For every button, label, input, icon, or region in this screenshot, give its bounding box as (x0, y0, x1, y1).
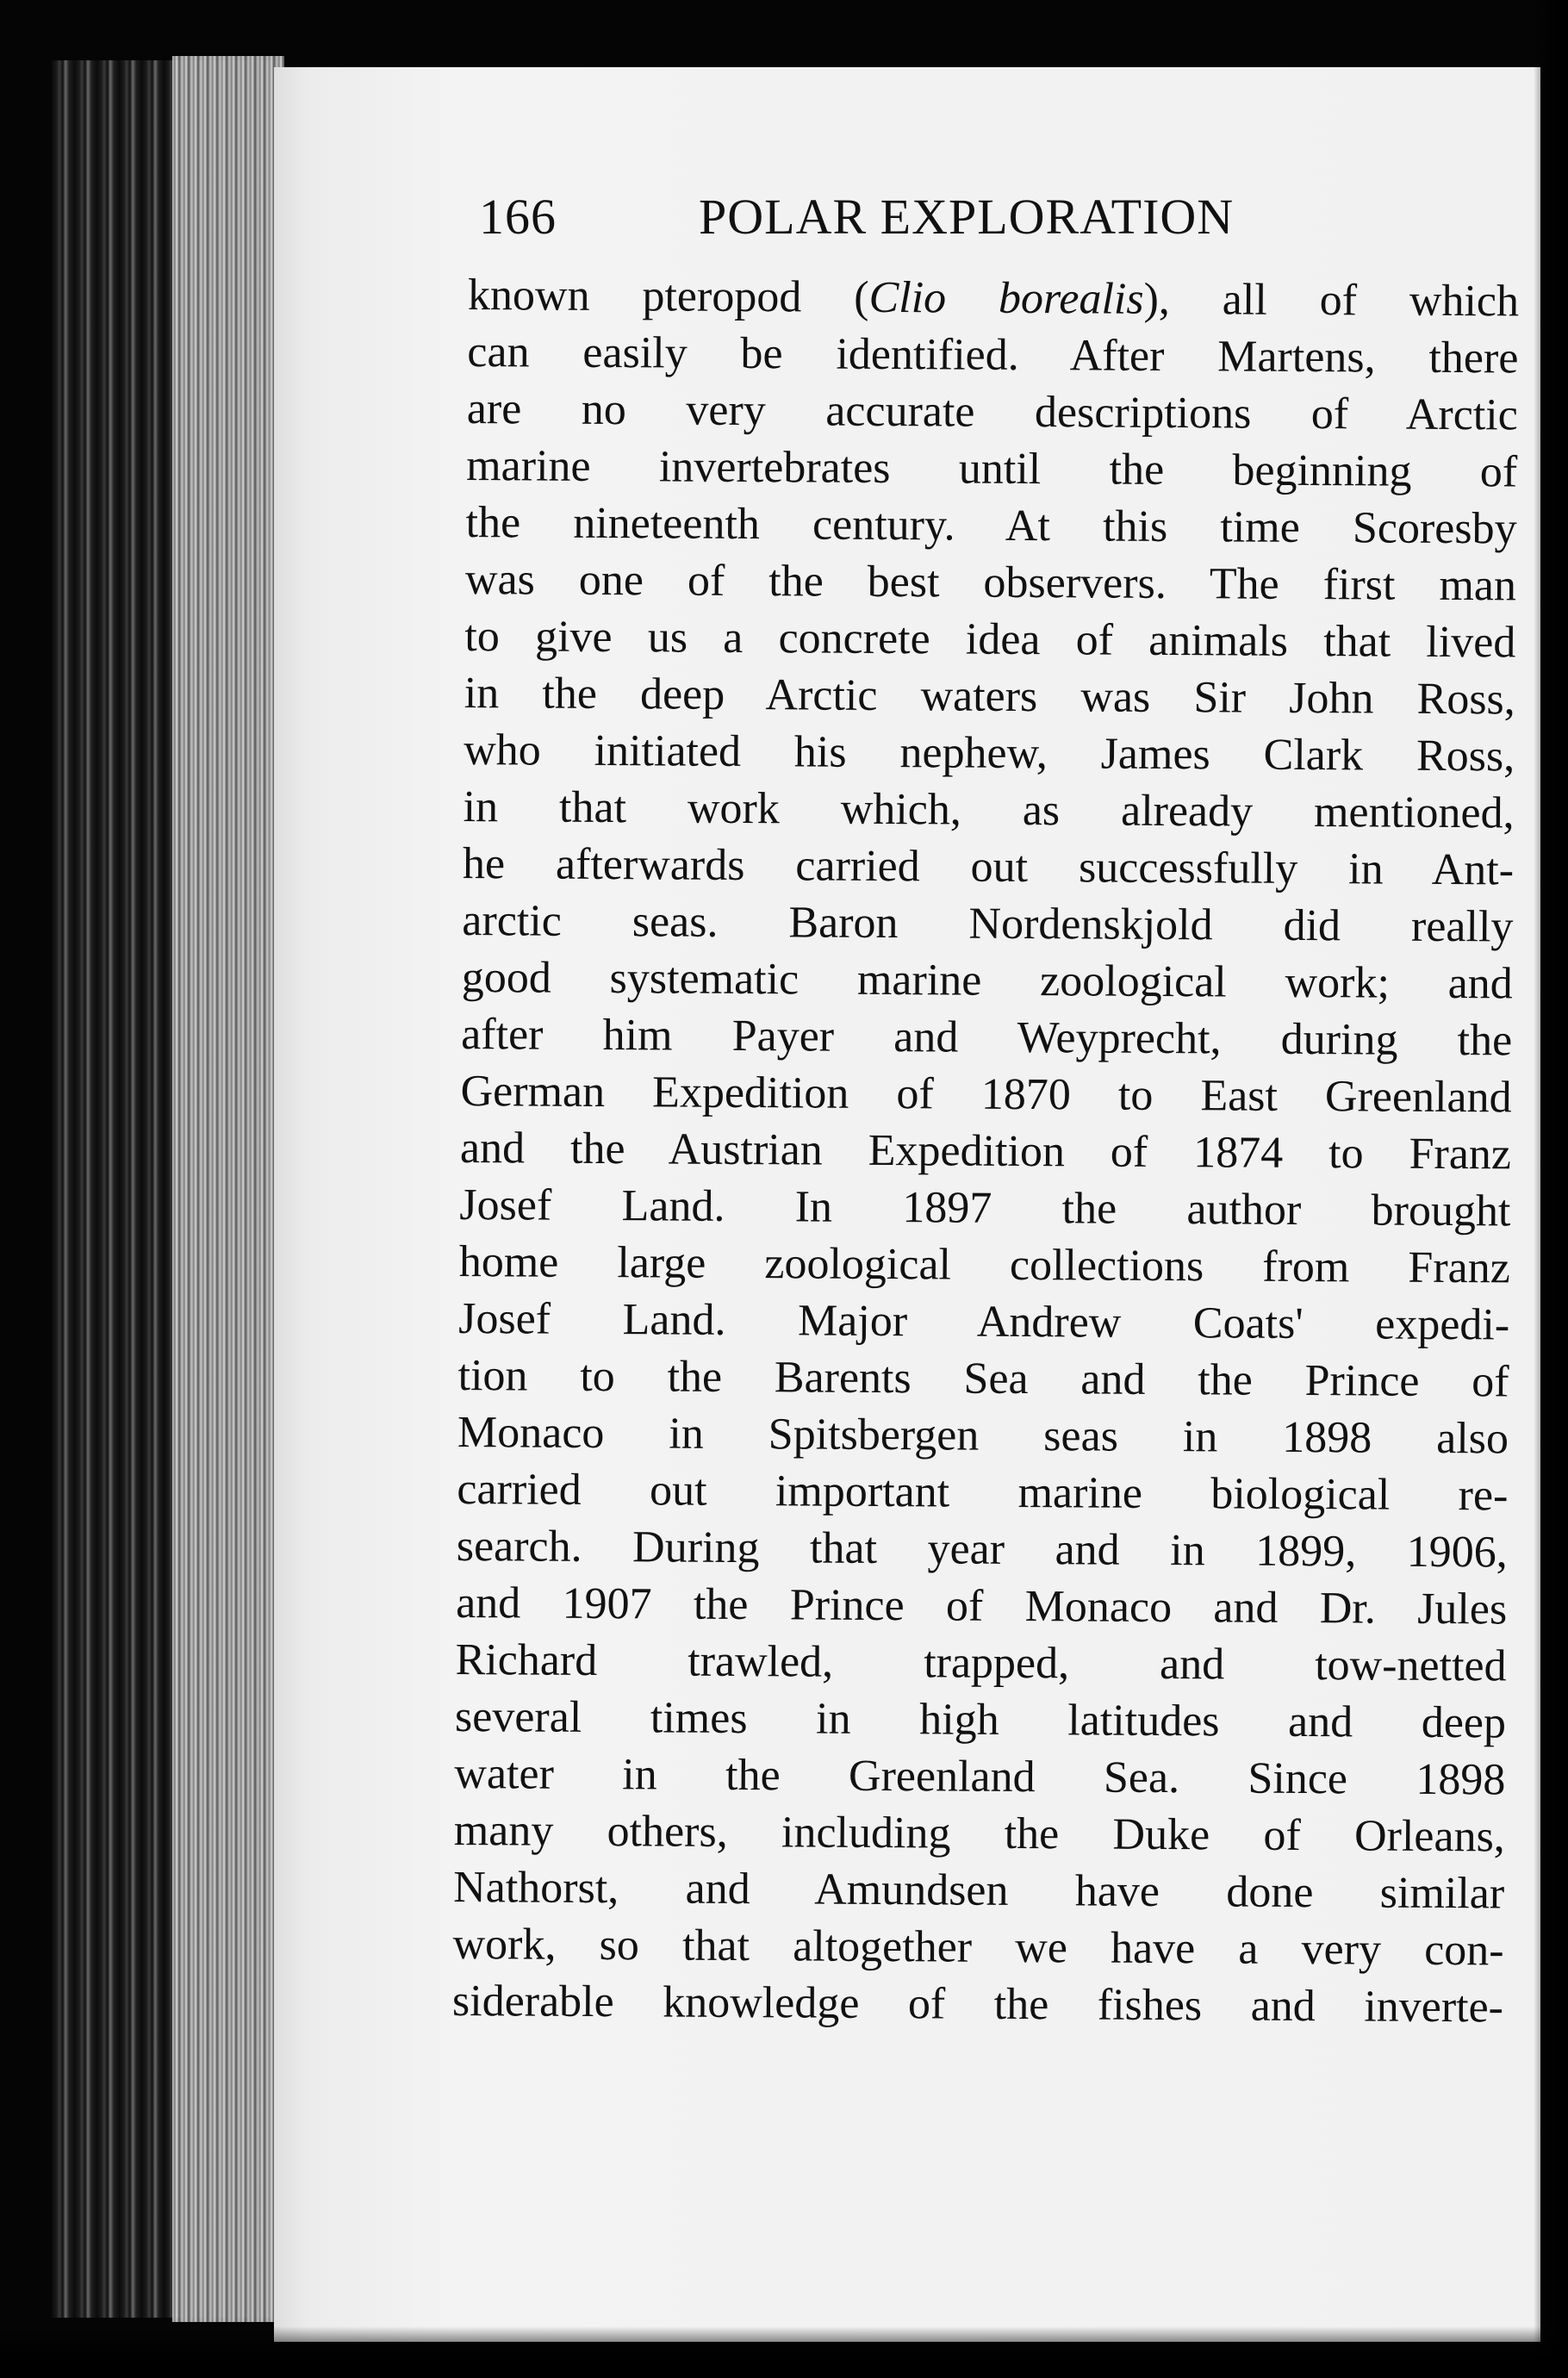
book-page (274, 67, 1540, 2342)
text-line: German Expedition of 1870 to East Greenland (460, 1067, 1512, 1123)
page-edges (172, 56, 284, 2322)
text-line: search. During that year and in 1899, 1906, (456, 1522, 1508, 1578)
page-number: 166 (479, 189, 557, 245)
species-name: Clio borealis (868, 272, 1144, 324)
text-line: many others, including the Duke of Orleans, (453, 1806, 1505, 1862)
text-line: Nathorst, and Amundsen have done similar (453, 1863, 1505, 1919)
text-line: carried out important marine biological re- (457, 1465, 1509, 1521)
text-line: after him Payer and Weyprecht, during the (461, 1010, 1513, 1066)
scan-shadow-bottom (0, 2326, 1568, 2378)
text-line: and 1907 the Prince of Monaco and Dr. Jules (456, 1578, 1508, 1634)
body-text (451, 267, 1520, 2033)
text-line: several times in high latitudes and deep (454, 1692, 1507, 1748)
text-line: and the Austrian Expedition of 1874 to Franz (459, 1124, 1512, 1180)
text-line: siderable knowledge of the fishes and inverte- (451, 1976, 1504, 2033)
text-line: arctic seas. Baron Nordenskjold did really (462, 896, 1514, 952)
text-line: good systematic marine zoological work; and (461, 953, 1513, 1009)
text-line: he afterwards carried out successfully in Ant- (462, 839, 1515, 895)
text-line: who initiated his nephew, James Clark Ross, (464, 725, 1515, 781)
text-line: can easily be identified. After Martens, there (467, 327, 1519, 383)
text-line: home large zoological collections from Franz (458, 1237, 1510, 1293)
text-line: marine invertebrates until the beginning of (466, 441, 1518, 497)
text-line: in that work which, as already mentioned, (463, 782, 1515, 838)
page-header (479, 188, 1568, 265)
text-line: are no very accurate descriptions of Arctic (466, 384, 1518, 440)
text-line: the nineteenth century. At this time Scoresby (465, 498, 1517, 554)
text-line: was one of the best observers. The first man (464, 555, 1517, 611)
text-line: to give us a concrete idea of animals that lived (464, 612, 1516, 668)
text-line: water in the Greenland Sea. Since 1898 (454, 1749, 1506, 1805)
text-line: known pteropod (Clio borealis), all of which (467, 271, 1520, 327)
scan-shadow-right (1534, 0, 1568, 2378)
text-line: Richard trawled, trapped, and tow-netted (455, 1635, 1507, 1691)
text-line: Josef Land. Major Andrew Coats' expedi- (458, 1294, 1510, 1350)
running-head: POLAR EXPLORATION (699, 189, 1235, 245)
text-line: tion to the Barents Sea and the Prince of (457, 1351, 1509, 1407)
text-line: in the deep Arctic waters was Sir John Ross, (464, 669, 1515, 725)
text-line: work, so that altogether we have a very con- (452, 1920, 1504, 1976)
text-line: Monaco in Spitsbergen seas in 1898 also (457, 1408, 1509, 1464)
text-line: Josef Land. In 1897 the author brought (459, 1180, 1511, 1236)
